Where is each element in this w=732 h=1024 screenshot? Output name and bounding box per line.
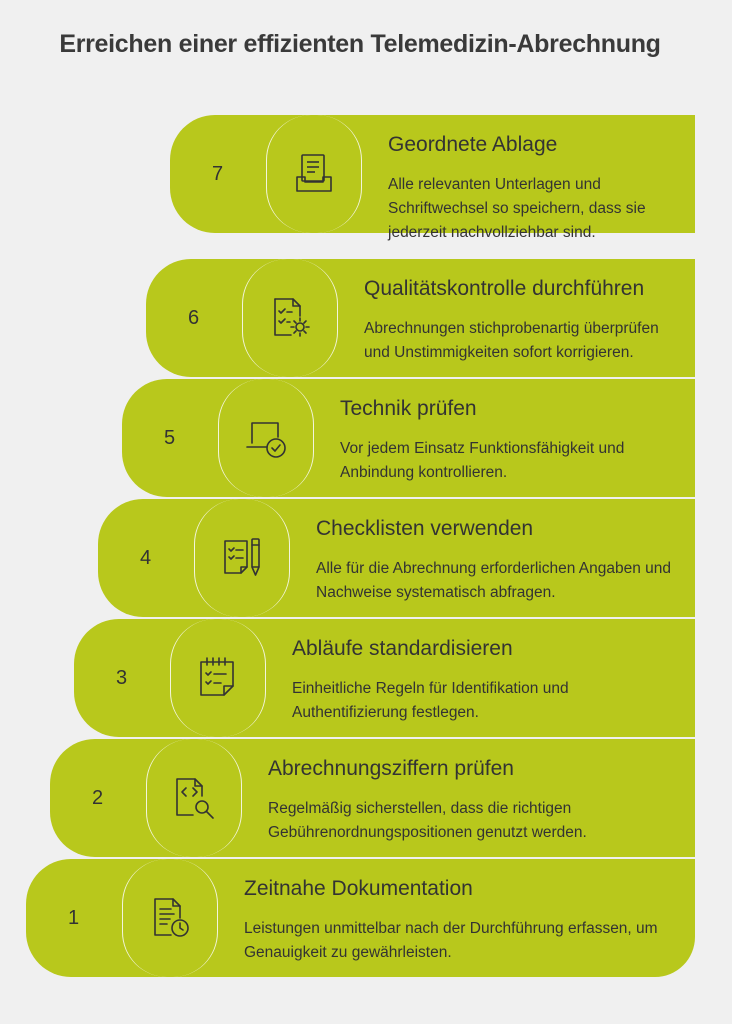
step-title: Technik prüfen [340,397,477,420]
step-7 [170,115,695,241]
step-title: Qualitätskontrolle durchführen [364,277,645,300]
code-search-icon [146,739,242,857]
step-description: Einheitliche Regeln für Identifikation und Authentifizierung festlegen. [292,680,569,721]
step-description: Alle relevanten Unterlagen und Schriftwechsel so speichern, dass sie jederzeit nachvollziehbar sind. [388,176,646,241]
step-title: Zeitnahe Dokumentation [244,877,473,900]
step-number: 5 [163,426,176,449]
step-5 [122,379,695,497]
step-title: Geordnete Ablage [388,133,558,156]
step-description: Vor jedem Einsatz Funktionsfähigkeit und Anbindung kontrollieren. [340,440,625,481]
step-description: Abrechnungen stichprobenartig überprüfen und Unstimmigkeiten sofort korrigieren. [364,320,659,361]
step-6 [146,259,695,377]
step-text [364,259,677,377]
laptop-check-icon [218,379,314,497]
step-3 [74,619,695,737]
step-text [292,619,677,737]
document-clock-icon [122,859,218,977]
checklist-gear-icon [242,259,338,377]
step-number: 3 [115,666,128,689]
page-title: Erreichen einer effizienten Telemedizin-Abrechnung [59,30,661,58]
step-number: 7 [211,162,224,185]
step-text [340,379,677,497]
step-number: 2 [91,786,104,809]
step-2 [50,739,695,857]
step-description: Alle für die Abrechnung erforderlichen Angaben und Nachweise systematisch abfragen. [316,560,672,601]
step-title: Abrechnungsziffern prüfen [268,757,514,780]
step-1 [26,859,695,977]
step-text [268,739,677,857]
step-description: Regelmäßig sicherstellen, dass die richtigen Gebührenordnungspositionen genutzt werden. [268,800,587,841]
step-title: Checklisten verwenden [316,517,534,540]
step-title: Abläufe standardisieren [292,637,513,660]
step-4 [98,499,695,617]
document-tray-icon [266,115,362,233]
step-number: 4 [139,546,152,569]
step-text [244,859,677,977]
step-text [388,115,677,241]
step-text [316,499,677,617]
step-number: 6 [187,306,200,329]
step-number: 1 [67,906,80,929]
step-description: Leistungen unmittelbar nach der Durchführung erfassen, um Genauigkeit zu gewährleisten. [244,920,658,961]
calendar-checklist-icon [170,619,266,737]
checklist-pen-icon [194,499,290,617]
